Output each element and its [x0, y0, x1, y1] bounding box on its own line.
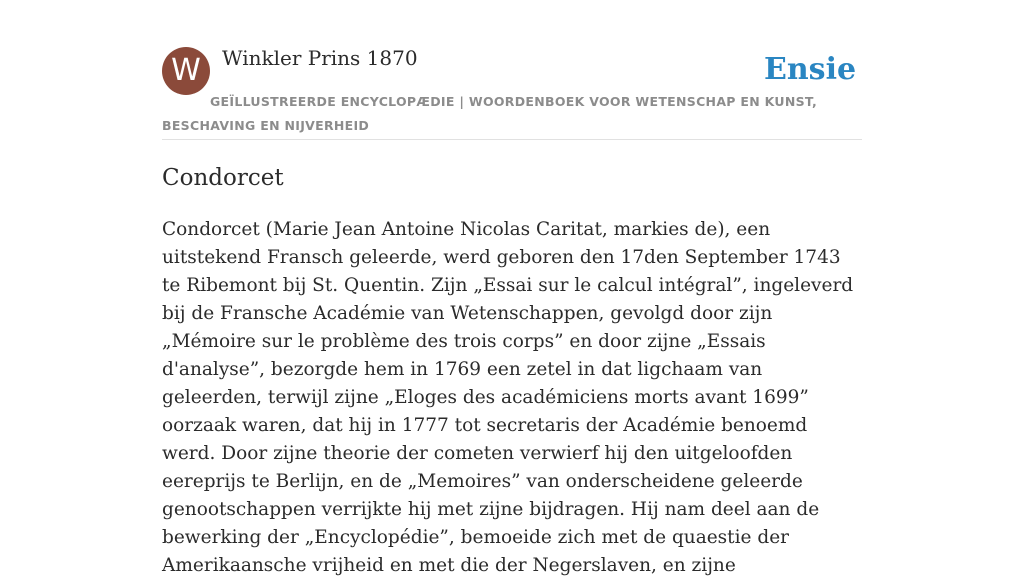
source-avatar[interactable]: W — [162, 47, 210, 95]
source-title[interactable]: Winkler Prins 1870 — [222, 46, 418, 70]
brand-logo[interactable]: Ensie — [764, 52, 857, 87]
source-subtitle: GEÏLLUSTREERDE ENCYCLOPÆDIE | WOORDENBOEK VOOR WETENSCHAP EN KUNST, BESCHAVING EN NIJVERHEID — [162, 94, 818, 133]
article-headword: Condorcet — [162, 165, 284, 191]
header-divider — [162, 139, 862, 140]
article-body: Condorcet (Marie Jean Antoine Nicolas Caritat, markies de), een uitstekend Fransch geleerde, werd geboren den 17den September 1743 te Ribemont bij St. Quentin. Zijn „Essai sur le calcul intégral”, ingeleverd bij de Fransche Académie van Wetenschappen, gevolgd door zijn „Mémoire sur le problème des trois corps” en door zijne „Essais d'analyse”, bezorgde hem in 1769 een zetel in dat ligchaam van geleerden, terwijl zijne „Eloges des académiciens morts avant 1699” oorzaak waren, dat hij in 1777 tot secretaris der Académie benoemd werd. Door zijne theorie der cometen verwierf hij den uitgeloofden eereprijs te Berlijn, en de „Memoires” van onderscheidene geleerde genootschappen verrijkte hij met zijne bijdragen. Hij nam deel aan de bewerking der „Encyclopédie”, bemoeide zich met de quaestie der Amerikaansche vrijheid en met die der Negerslaven, en zijne — [162, 219, 854, 576]
